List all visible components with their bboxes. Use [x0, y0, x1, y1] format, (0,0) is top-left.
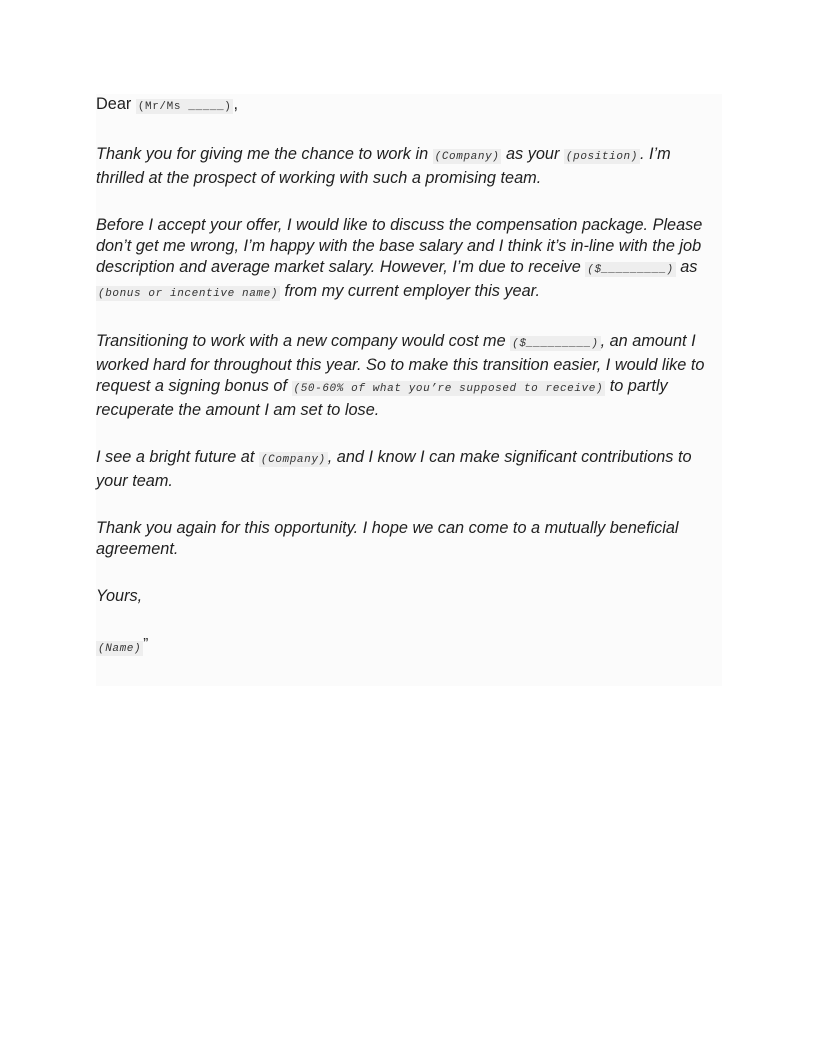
- bonus-name-placeholder: (bonus or incentive name): [98, 288, 279, 300]
- paragraph-compensation-text-3: from my current employer this year.: [280, 282, 540, 300]
- greeting-line: [96, 94, 722, 118]
- paragraph-transition-text-3: to partly recuperate the amount I am set to lose.: [96, 377, 668, 419]
- paragraph-future-text-2: , and I know I can make significant contributions to your team.: [96, 448, 692, 490]
- closing-line: [96, 586, 722, 607]
- amount-placeholder: ($_________): [587, 264, 674, 276]
- paragraph-compensation-text-2: as: [675, 258, 698, 276]
- greeting-text: Dear: [96, 95, 136, 113]
- paragraph-closing-thanks: [96, 518, 722, 560]
- paragraph-thanks: [96, 144, 722, 189]
- signing-bonus-placeholder: (50-60% of what you’re supposed to receive): [293, 383, 604, 395]
- paragraph-transition-text-2: , an amount I worked hard for throughout this year. So to make this transition easier, I would like to request a signing bonus of: [96, 332, 705, 395]
- cost-placeholder: ($_________): [512, 338, 599, 350]
- signature-line: [96, 633, 722, 660]
- paragraph-thanks-text-2: as your: [501, 145, 564, 163]
- paragraph-future: [96, 447, 722, 492]
- paragraph-transition: [96, 331, 722, 421]
- company-placeholder-2: (Company): [260, 454, 326, 466]
- letter-body: [96, 94, 722, 686]
- paragraph-compensation: [96, 215, 722, 305]
- paragraph-thanks-text-3: . I’m thrilled at the prospect of working with such a promising team.: [96, 145, 671, 187]
- position-placeholder: (position): [565, 151, 638, 163]
- paragraph-thanks-text-1: Thank you for giving me the chance to work in: [96, 145, 433, 163]
- recipient-placeholder: (Mr/Ms _____): [137, 101, 232, 113]
- greeting-comma: ,: [233, 95, 238, 113]
- paragraph-closing-thanks-text: Thank you again for this opportunity. I hope we can come to a mutually beneficial agreement.: [96, 519, 679, 558]
- company-placeholder: (Company): [434, 151, 500, 163]
- closing-text: Yours,: [96, 587, 143, 605]
- paragraph-compensation-text-1: Before I accept your offer, I would like to discuss the compensation package. Please don’t get me wrong, I’m happy with the base salary and I think it’s in-line with the job description and average market salary. However, I’m due to receive: [96, 216, 703, 276]
- name-placeholder: (Name): [98, 643, 142, 655]
- paragraph-transition-text-1: Transitioning to work with a new company would cost me: [96, 332, 511, 350]
- closing-quote-mark: ”: [143, 635, 149, 652]
- paragraph-future-text-1: I see a bright future at: [96, 448, 259, 466]
